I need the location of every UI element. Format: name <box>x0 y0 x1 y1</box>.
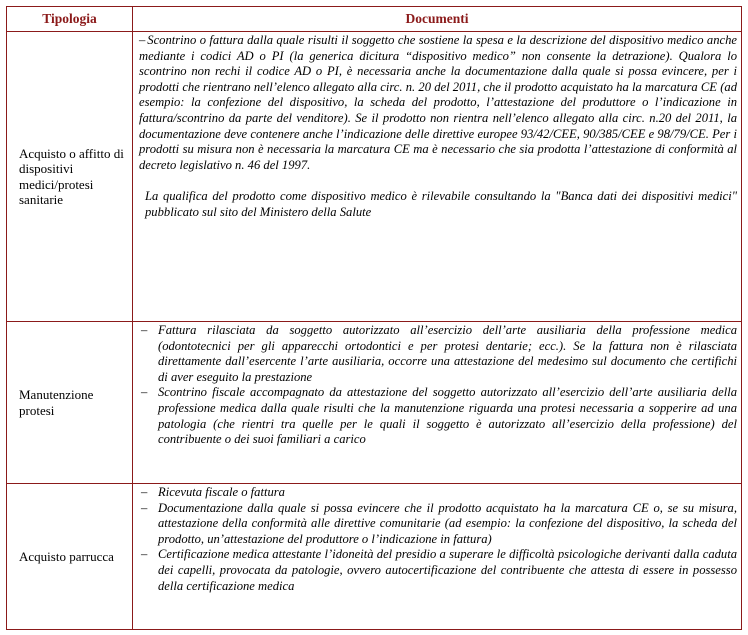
list-item <box>139 547 737 594</box>
tipologia-cell: Acquisto o affitto di dispositivi medici/protesi sanitarie <box>7 32 133 322</box>
list-item-text: Fattura rilasciata da soggetto autorizzato all’esercizio dell’arte ausiliaria della professione medica (odontotecnici per gli apparecchi ortodontici e per protesi dentarie; ecc.). Se la fattura non è rilasciata direttamente dall’esercente l’arte ausiliaria, occorre una attestazione del medesimo sul documento che certifichi di aver eseguito la prestazione <box>158 323 737 384</box>
documenti-cell <box>133 322 742 484</box>
document-list <box>139 485 737 594</box>
dash-marker: – <box>141 485 148 499</box>
list-item-text: Scontrino fiscale accompagnato da attestazione del soggetto autorizzato all’esercizio dell’arte ausiliaria della professione medica dalla quale risulti che la manutenzione riguarda una protesi necessaria a sopperire ad una patologia (che rientri tra quelle per le quali il soggetto è autorizzato all’esercizio della professione) del contribuente o dei suoi familiari a carico <box>158 385 737 447</box>
tipologia-cell: Manutenzione protesi <box>7 322 133 484</box>
document-paragraph-text: Scontrino o fattura dalla quale risulti il soggetto che sostiene la spesa e la descrizione del dispositivo medico anche mediante i codici AD o PI (la generica dicitura “dispositivo medico” non consente la detrazione). Qualora lo scontrino non rechi il codice AD o PI, è necessaria anche la documentazione dalla quale si possa evincere, per i prodotti che rientrano nell’elenco allegato alla circ. n. 20 del 2011, che il prodotto acquistato ha la marcatura CE (ad esempio: la confezione del dispositivo, la scheda del prodotto, l’attestazione del produttore o l’indicazione in fattura/scontrino da parte del venditore). Se il prodotto non rientra nell’elenco allegato alla circ. n.20 del 2011, la documentazione deve contenere anche l’indicazione delle direttive europee 93/42/CEE, 90/385/CEE e 98/79/CE. Per i prodotti su misura non è necessaria la marcatura CE ma è necessario che sia prodotta l’attestazione di conformità al decreto legislativo n. 46 del 1997. <box>139 33 737 172</box>
document-paragraph <box>139 33 737 173</box>
list-item <box>139 485 737 501</box>
dash-marker: – <box>141 385 148 400</box>
documenti-cell <box>133 484 742 630</box>
table-row <box>7 484 742 630</box>
document-list <box>139 323 737 448</box>
list-item-text: Ricevuta fiscale o fattura <box>158 485 285 499</box>
table-row <box>7 322 742 484</box>
documents-table <box>6 6 742 630</box>
table-header-row <box>7 7 742 32</box>
dash-marker: – <box>141 323 148 337</box>
document-note: La qualifica del prodotto come dispositivo medico è rilevabile consultando la "Banca dati dei dispositivi medici" pubblicato sul sito del Ministero della Salute <box>145 189 737 219</box>
header-documenti: Documenti <box>133 7 742 32</box>
list-item <box>139 501 737 548</box>
spacer <box>139 173 737 189</box>
list-item <box>139 385 737 447</box>
list-item <box>139 323 737 385</box>
list-item-text: Certificazione medica attestante l’idoneità del presidio a superare le difficoltà psicologiche derivanti dalla caduta dei capelli, provocata da patologie, ovvero autocertificazione del contribuente che attesta di essere in possesso della certificazione medica <box>158 547 737 593</box>
dash-marker: – <box>139 33 146 47</box>
table-row <box>7 32 742 322</box>
dash-marker: – <box>141 547 148 562</box>
header-tipologia: Tipologia <box>7 7 133 32</box>
dash-marker: – <box>141 500 148 515</box>
documenti-cell <box>133 32 742 322</box>
list-item-text: Documentazione dalla quale si possa evincere che il prodotto acquistato ha la marcatura CE o, se su misura, attestazione della conformità alle direttive comunitarie (ad esempio: la confezione del dispositivo, la scheda del prodotto, un’attestazione del produttore o l’indicazione in fattura) <box>158 500 737 546</box>
tipologia-cell: Acquisto parrucca <box>7 484 133 630</box>
